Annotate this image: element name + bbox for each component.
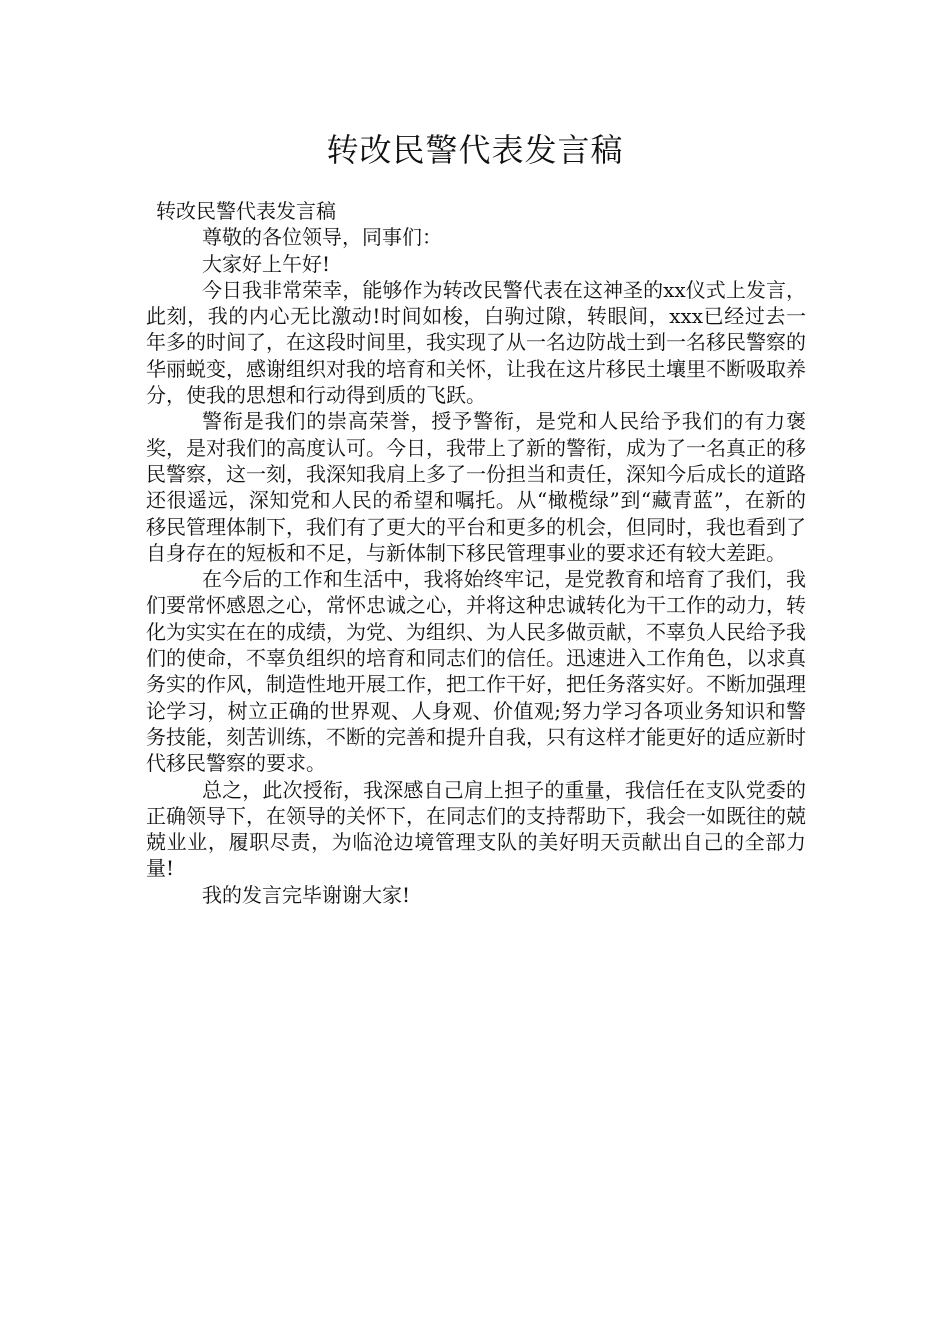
- paragraph-greeting: 大家好上午好!: [202, 251, 331, 276]
- document-body: [146, 198, 806, 908]
- document-title: 转改民警代表发言稿: [326, 131, 624, 169]
- document-subtitle: 转改民警代表发言稿: [156, 199, 336, 223]
- paragraph-salutation: 尊敬的各位领导，同事们：: [202, 225, 442, 250]
- paragraph-4: 总之，此次授衔，我深感自己肩上担子的重量，我信任在支队党委的正确领导下，在领导的关怀下，在同志们的支持帮助下，我会一如既往的兢兢业业，履职尽责，为临沧边境管理支队的美好明天贡献出自己的全部力量!: [146, 777, 806, 881]
- paragraph-closing: 我的发言完毕谢谢大家!: [202, 882, 411, 907]
- paragraph-3: 在今后的工作和生活中，我将始终牢记，是党教育和培育了我们，我们要常怀感恩之心，常怀忠诚之心，并将这种忠诚转化为干工作的动力，转化为实实在在的成绩，为党、为组织、为人民多做贡献，不辜负人民给予我们的使命，不辜负组织的培育和同志们的信任。迅速进入工作角色，以求真务实的作风，制造性地开展工作，把工作干好，把任务落实好。不断加强理论学习，树立正确的世界观、人身观、价值观;努力学习各项业务知识和警务技能，刻苦训练，不断的完善和提升自我，只有这样才能更好的适应新时代移民警察的要求。: [146, 567, 806, 776]
- paragraph-2: 警衔是我们的崇高荣誉，授予警衔，是党和人民给予我们的有力褒奖，是对我们的高度认可。今日，我带上了新的警衔，成为了一名真正的移民警察，这一刻，我深知我肩上多了一份担当和责任，深知今后成长的道路还很遥远，深知党和人民的希望和嘱托。从“橄榄绿”到“藏青蓝”，在新的移民管理体制下，我们有了更大的平台和更多的机会，但同时，我也看到了自身存在的短板和不足，与新体制下移民管理事业的要求还有较大差距。: [146, 409, 806, 565]
- paragraph-1: 今日我非常荣幸，能够作为转改民警代表在这神圣的xx仪式上发言，此刻，我的内心无比激动!时间如梭，白驹过隙，转眼间，xxx已经过去一年多的时间了，在这段时间里，我实现了从一名边防战士到一名移民警察的华丽蜕变，感谢组织对我的培育和关怀，让我在这片移民土壤里不断吸取养分，使我的思想和行动得到质的飞跃。: [146, 277, 806, 408]
